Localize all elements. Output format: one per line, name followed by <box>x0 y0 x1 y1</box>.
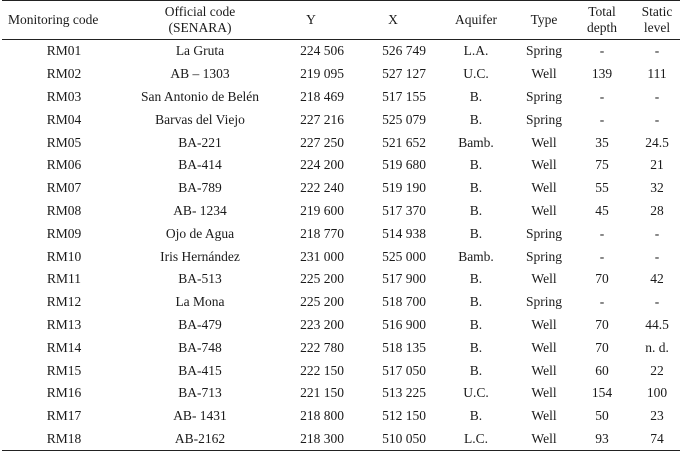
table-row <box>2 428 680 451</box>
cell-type: Well <box>531 180 557 196</box>
table-header <box>2 1 680 40</box>
cell-x: 526 749 <box>382 43 426 59</box>
cell-x: 514 938 <box>382 225 426 241</box>
table-row <box>2 86 680 109</box>
cell-static-level: 100 <box>646 385 668 401</box>
cell-static-level: 23 <box>650 408 664 424</box>
header-total-depth <box>574 1 630 40</box>
table-row <box>2 268 680 291</box>
cell-type: Well <box>531 66 557 82</box>
table-body <box>2 40 680 451</box>
table-row <box>2 291 680 314</box>
cell-type: Well <box>531 157 557 173</box>
cell-y: 218 800 <box>300 408 344 424</box>
cell-x: 517 900 <box>382 271 426 287</box>
cell-static-level: - <box>654 111 660 127</box>
table-row <box>2 314 680 337</box>
cell-static-level: 74 <box>650 430 664 446</box>
table-row <box>2 405 680 428</box>
cell-x: 516 900 <box>382 316 426 332</box>
cell-aquifer: L.C. <box>463 430 488 446</box>
cell-monitoring-code: RM15 <box>46 362 82 378</box>
cell-official-code: AB-2162 <box>174 430 226 446</box>
header-x-label: X <box>388 12 398 27</box>
cell-official-code: BA-713 <box>178 385 222 401</box>
cell-type: Well <box>531 385 557 401</box>
cell-aquifer: B. <box>469 339 483 355</box>
cell-official-code: BA-789 <box>178 180 222 196</box>
cell-monitoring-code: RM18 <box>46 430 82 446</box>
cell-aquifer: B. <box>469 271 483 287</box>
cell-x: 527 127 <box>382 66 426 82</box>
cell-total-depth: 139 <box>591 66 613 82</box>
cell-static-level: 32 <box>650 180 664 196</box>
cell-total-depth: - <box>599 248 605 264</box>
cell-static-level: - <box>654 225 660 241</box>
cell-y: 222 150 <box>300 362 344 378</box>
cell-official-code: BA-414 <box>178 157 222 173</box>
header-official-code <box>126 1 274 40</box>
header-type <box>514 1 574 40</box>
cell-static-level: 44.5 <box>645 316 669 332</box>
header-row <box>2 1 680 40</box>
header-y-label: Y <box>306 12 316 27</box>
header-monitoring-code <box>2 1 126 40</box>
cell-official-code: Ojo de Agua <box>165 225 235 241</box>
cell-official-code: AB – 1303 <box>170 66 230 82</box>
cell-static-level: 22 <box>650 362 664 378</box>
cell-aquifer: U.C. <box>463 385 489 401</box>
cell-official-code: La Gruta <box>175 43 225 59</box>
cell-monitoring-code: RM02 <box>46 66 82 82</box>
cell-aquifer: B. <box>469 362 483 378</box>
cell-official-code: San Antonio de Belén <box>140 88 260 104</box>
table-row <box>2 245 680 268</box>
cell-x: 510 050 <box>382 430 426 446</box>
cell-aquifer: B. <box>469 157 483 173</box>
cell-x: 518 700 <box>382 294 426 310</box>
cell-total-depth: - <box>599 111 605 127</box>
cell-aquifer: L.A. <box>463 43 489 59</box>
cell-aquifer: B. <box>469 202 483 218</box>
cell-x: 517 155 <box>382 88 426 104</box>
cell-static-level: 21 <box>650 157 664 173</box>
cell-type: Well <box>531 134 557 150</box>
header-total-depth-line1: Total <box>588 4 616 19</box>
table-row <box>2 200 680 223</box>
table-row <box>2 63 680 86</box>
header-x <box>348 1 438 40</box>
cell-static-level: - <box>654 43 660 59</box>
header-total-depth-line2: depth <box>587 20 617 35</box>
cell-type: Spring <box>525 111 562 127</box>
cell-aquifer: B. <box>469 225 483 241</box>
table-row <box>2 382 680 405</box>
cell-type: Spring <box>525 248 562 264</box>
cell-monitoring-code: RM09 <box>46 225 82 241</box>
cell-total-depth: 70 <box>595 271 609 287</box>
table-row <box>2 177 680 200</box>
cell-monitoring-code: RM07 <box>46 180 82 196</box>
cell-official-code: BA-415 <box>178 362 222 378</box>
cell-static-level: - <box>654 248 660 264</box>
cell-aquifer: U.C. <box>463 66 489 82</box>
cell-aquifer: B. <box>469 294 483 310</box>
cell-type: Spring <box>525 88 562 104</box>
cell-total-depth: - <box>599 43 605 59</box>
header-type-label: Type <box>530 12 558 27</box>
cell-official-code: BA-748 <box>178 339 222 355</box>
header-aquifer-label: Aquifer <box>455 12 497 27</box>
header-aquifer <box>438 1 514 40</box>
cell-total-depth: - <box>599 225 605 241</box>
cell-y: 218 770 <box>300 225 344 241</box>
cell-aquifer: Bamb. <box>458 134 494 150</box>
cell-x: 518 135 <box>382 339 426 355</box>
cell-total-depth: 154 <box>591 385 613 401</box>
table-row <box>2 336 680 359</box>
cell-y: 227 216 <box>300 111 344 127</box>
cell-official-code: La Mona <box>175 294 225 310</box>
cell-x: 519 680 <box>382 157 426 173</box>
cell-total-depth: 35 <box>595 134 609 150</box>
table-row <box>2 108 680 131</box>
cell-type: Well <box>531 408 557 424</box>
header-static-level <box>630 1 680 40</box>
cell-aquifer: B. <box>469 88 483 104</box>
cell-y: 225 200 <box>300 294 344 310</box>
cell-aquifer: Bamb. <box>458 248 494 264</box>
cell-y: 222 780 <box>300 339 344 355</box>
cell-total-depth: 55 <box>595 180 609 196</box>
cell-monitoring-code: RM13 <box>46 316 82 332</box>
cell-x: 513 225 <box>382 385 426 401</box>
cell-official-code: AB- 1431 <box>173 408 227 424</box>
cell-type: Spring <box>525 294 562 310</box>
header-official-code-line1: Official code <box>164 4 236 19</box>
cell-aquifer: B. <box>469 180 483 196</box>
cell-x: 517 370 <box>382 202 426 218</box>
cell-aquifer: B. <box>469 111 483 127</box>
cell-type: Well <box>531 316 557 332</box>
cell-total-depth: - <box>599 294 605 310</box>
cell-monitoring-code: RM11 <box>46 271 81 287</box>
header-static-level-line1: Static <box>641 4 673 19</box>
cell-y: 221 150 <box>300 385 344 401</box>
cell-monitoring-code: RM08 <box>46 202 82 218</box>
cell-y: 225 200 <box>300 271 344 287</box>
cell-official-code: AB- 1234 <box>173 202 227 218</box>
monitoring-points-table <box>2 0 680 451</box>
cell-official-code: BA-221 <box>178 134 222 150</box>
cell-total-depth: 70 <box>595 339 609 355</box>
cell-y: 227 250 <box>300 134 344 150</box>
cell-type: Spring <box>525 43 562 59</box>
cell-monitoring-code: RM17 <box>46 408 82 424</box>
cell-monitoring-code: RM16 <box>46 385 82 401</box>
cell-official-code: BA-479 <box>178 316 222 332</box>
cell-official-code: Barvas del Viejo <box>155 111 245 127</box>
cell-type: Well <box>531 202 557 218</box>
header-monitoring-code-label: Monitoring code <box>8 12 99 27</box>
cell-y: 224 200 <box>300 157 344 173</box>
cell-monitoring-code: RM12 <box>46 294 82 310</box>
cell-total-depth: 93 <box>595 430 609 446</box>
cell-x: 525 079 <box>382 111 426 127</box>
cell-type: Well <box>531 362 557 378</box>
cell-monitoring-code: RM06 <box>46 157 82 173</box>
cell-y: 218 469 <box>300 88 344 104</box>
table-row <box>2 359 680 382</box>
cell-y: 218 300 <box>300 430 344 446</box>
cell-x: 521 652 <box>382 134 426 150</box>
table-row <box>2 154 680 177</box>
cell-static-level: n. d. <box>645 339 669 355</box>
cell-type: Spring <box>525 225 562 241</box>
header-y <box>274 1 348 40</box>
cell-x: 519 190 <box>382 180 426 196</box>
cell-total-depth: 45 <box>595 202 609 218</box>
cell-total-depth: 60 <box>595 362 609 378</box>
table-row <box>2 131 680 154</box>
cell-total-depth: 70 <box>595 316 609 332</box>
cell-x: 512 150 <box>382 408 426 424</box>
cell-static-level: 28 <box>650 202 664 218</box>
cell-static-level: 111 <box>647 66 667 82</box>
cell-static-level: 42 <box>650 271 664 287</box>
cell-static-level: 24.5 <box>645 134 669 150</box>
cell-monitoring-code: RM10 <box>46 248 82 264</box>
cell-aquifer: B. <box>469 408 483 424</box>
cell-static-level: - <box>654 294 660 310</box>
cell-type: Well <box>531 339 557 355</box>
cell-type: Well <box>531 271 557 287</box>
cell-y: 219 600 <box>300 202 344 218</box>
cell-official-code: BA-513 <box>178 271 222 287</box>
cell-y: 223 200 <box>300 316 344 332</box>
cell-x: 517 050 <box>382 362 426 378</box>
cell-y: 231 000 <box>300 248 344 264</box>
cell-static-level: - <box>654 88 660 104</box>
cell-y: 224 506 <box>300 43 344 59</box>
cell-total-depth: 75 <box>595 157 609 173</box>
cell-aquifer: B. <box>469 316 483 332</box>
cell-monitoring-code: RM04 <box>46 111 82 127</box>
cell-total-depth: 50 <box>595 408 609 424</box>
cell-monitoring-code: RM05 <box>46 134 82 150</box>
cell-official-code: Iris Hernández <box>160 248 240 264</box>
cell-y: 222 240 <box>300 180 344 196</box>
cell-total-depth: - <box>599 88 605 104</box>
header-official-code-line2: (SENARA) <box>168 20 232 35</box>
header-static-level-line2: level <box>643 20 671 35</box>
table-row <box>2 222 680 245</box>
cell-monitoring-code: RM03 <box>46 88 82 104</box>
cell-monitoring-code: RM01 <box>46 43 82 59</box>
cell-type: Well <box>531 430 557 446</box>
cell-x: 525 000 <box>382 248 426 264</box>
table-row <box>2 40 680 63</box>
cell-monitoring-code: RM14 <box>46 339 82 355</box>
cell-y: 219 095 <box>300 66 344 82</box>
